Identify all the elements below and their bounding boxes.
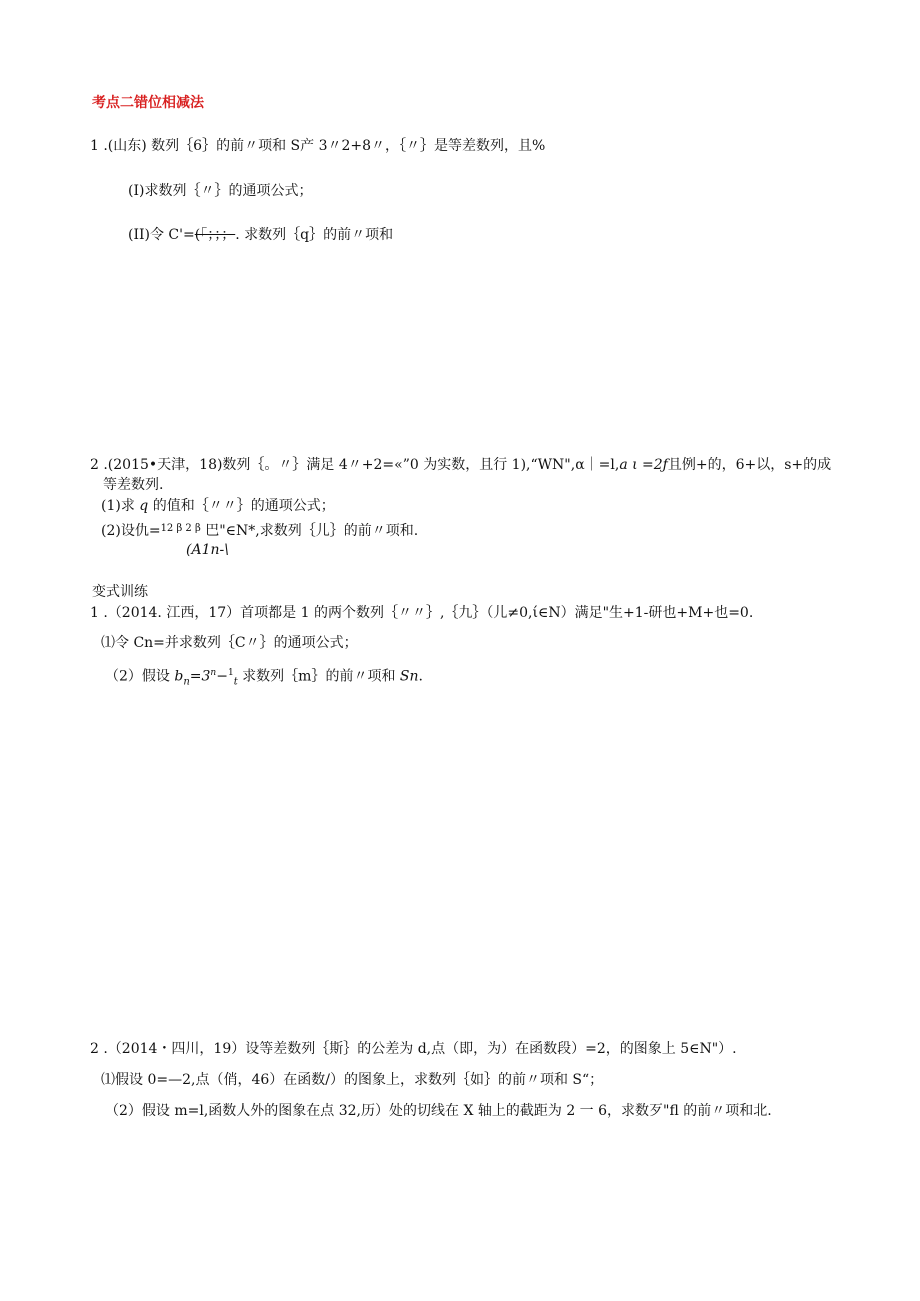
q2-part1-b: 的值和｛〃〃｝的通项公式； bbox=[148, 498, 335, 514]
q2-part2-small: 12 β 2 β bbox=[160, 523, 201, 534]
variant-q1-part2-sn: Sn bbox=[399, 668, 419, 685]
variant-q1-part2-a: （2）假设 bbox=[105, 668, 175, 685]
variant-q1-part2-eq: =3 bbox=[189, 668, 211, 685]
q2-part2 bbox=[101, 520, 418, 540]
q2-part2-fragment: (A1n-\ bbox=[186, 542, 229, 558]
variant-heading: 变式训练 bbox=[92, 584, 148, 600]
variant-q1-part2-b: 求数列｛m｝的前〃项和 bbox=[237, 668, 400, 685]
variant-q1-stem: 1 .（2014. 江西，17）首项都是 1 的两个数列｛〃〃｝,｛九｝（儿≠0,ί∈N）满足"生+1-研也+M+也=0. bbox=[90, 605, 754, 621]
variant-q1-part2-sup: n bbox=[210, 668, 217, 678]
q2-part2-a: (2)设仇= bbox=[101, 523, 161, 539]
variant-q1-part2-sub: n bbox=[183, 676, 190, 688]
q1-part2-suffix: . 求数列｛q｝的前〃项和 bbox=[235, 227, 394, 243]
variant-q1-part2-minus: − bbox=[216, 668, 228, 685]
variant-q1-part2-b-it: b bbox=[174, 668, 184, 685]
variant-q1-part2-t: t bbox=[233, 676, 238, 688]
q2-part2-b: 巴"∈N*,求数列｛儿｝的前〃项和. bbox=[200, 523, 419, 539]
q2-part1 bbox=[101, 497, 335, 515]
variant-q1-part2-end: . bbox=[418, 668, 423, 685]
variant-q1-part2 bbox=[105, 664, 423, 691]
q1-part1: (I)求数列｛〃｝的通项公式； bbox=[128, 183, 313, 199]
q1-part2 bbox=[128, 226, 393, 244]
variant-q1-part2-sup2: 1 bbox=[227, 668, 234, 678]
q2-stem-italic: a ι =2ƒ bbox=[619, 457, 668, 473]
q2-stem bbox=[90, 456, 831, 474]
section-title: 考点二错位相减法 bbox=[92, 95, 204, 111]
q2-part1-q: q bbox=[139, 498, 149, 514]
variant-q2-part2: （2）假设 m=l,函数人外的图象在点 32,历）处的切线在 X 轴上的截距为 2 一 6，求数歹"fl 的前〃项和北. bbox=[105, 1103, 772, 1119]
q2-part1-a: (1)求 bbox=[101, 498, 140, 514]
q2-stem-tail: 且例+的，6+以，s+的成 bbox=[667, 457, 832, 473]
variant-q2-part1: ⑴假设 0=—2,点（俏，46）在函数/）的图象上，求数列｛如｝的前〃项和 S“； bbox=[101, 1072, 604, 1088]
q1-part2-struck: (「；；； bbox=[194, 227, 236, 243]
q1-part2-prefix: (II)令 C'= bbox=[128, 227, 195, 243]
q1-stem: 1 .(山东) 数列｛6｝的前〃项和 S产 3〃2+8〃，｛〃｝是等差数列，且% bbox=[90, 138, 546, 154]
q2-stem-cont: 等差数列. bbox=[103, 477, 164, 493]
variant-q1-part1: ⑴令 Cn=并求数列｛C〃｝的通项公式； bbox=[101, 635, 358, 651]
q2-stem-text: 2 .(2015•天津，18)数列｛。〃｝满足 4〃+2=«”0 为实数，且行 1),“WN",α｜=l, bbox=[90, 457, 620, 473]
variant-q2-stem: 2 .（2014・四川，19）设等差数列｛斯｝的公差为 d,点（即，为）在函数段）=2，的图象上 5∈N"）. bbox=[90, 1041, 737, 1057]
